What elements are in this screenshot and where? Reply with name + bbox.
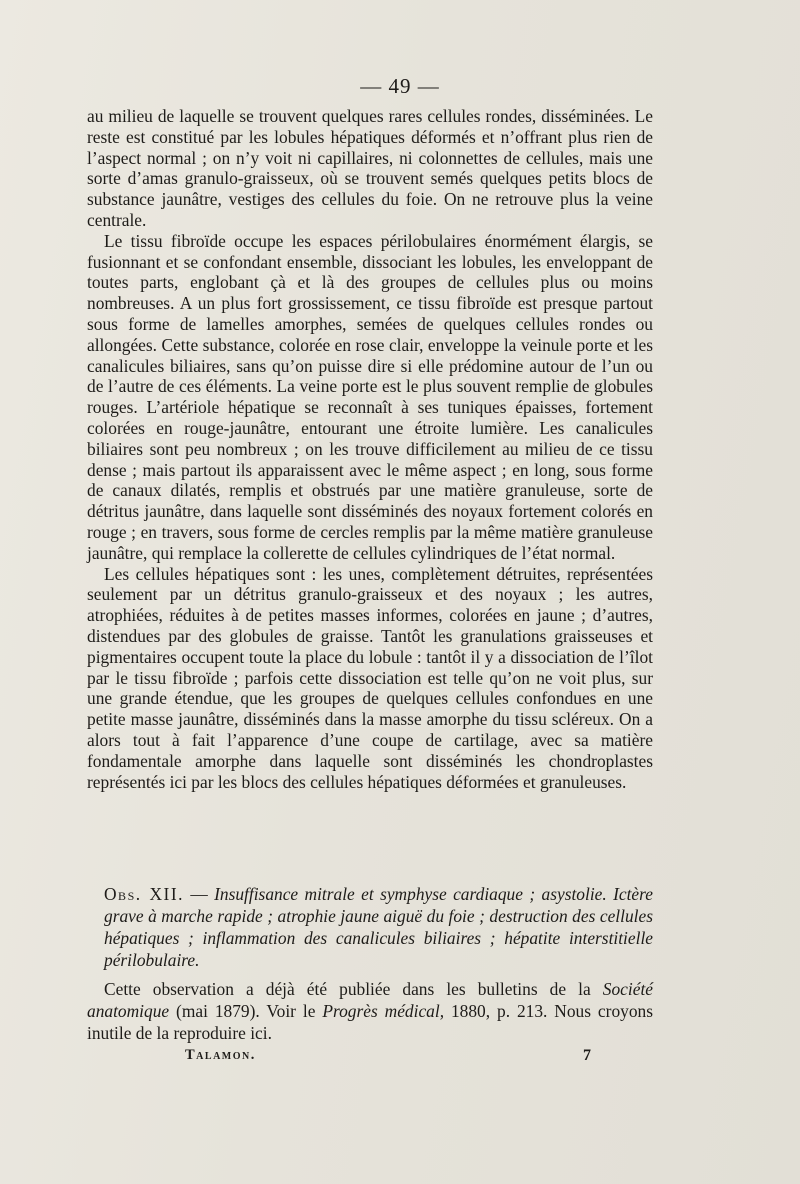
page-number: — 49 — bbox=[360, 74, 440, 98]
paragraph-1: au milieu de laquelle se trouvent quelques rares cellules rondes, disséminées. Le reste est constitué par les lobules hépatiques déformés et n’offrant plus rien de l’aspect normal ; on n’y voit ni capillaires, ni colonnettes de cellules, mais une sorte d’amas granulo-graisseux, où se trouvent semés quelques petits blocs de substance jaunâtre, vestiges des cellules du foie. On ne retrouve plus la veine centrale. bbox=[87, 106, 653, 230]
note-text-1: Cette observation a déjà été publiée dans les bulletins de la bbox=[104, 979, 603, 999]
observation-dash: — bbox=[183, 884, 215, 904]
note-journal-1: Société anatomique bbox=[87, 979, 653, 1021]
signature-mark: 7 bbox=[583, 1047, 591, 1064]
paragraph-3: Les cellules hépatiques sont : les unes, complètement détruites, représentées seulement par un détritus granulo-graisseux et des noyaux ; les autres, atrophiées, réduites à de petites masses informes, colorées en jaune ; d’autres, distendues par des globules de graisse. Tantôt les granulations graisseuses et pigmentaires occupent toute la place du lobule : tantôt il y a dissociation de l’îlot par le tissu fibroïde ; parfois cette dissociation est telle qu’on ne voit plus, sur une grande étendue, que les groupes de quelques cellules confondues en une petite masse jaunâtre, disséminés dans la masse amorphe du tissu scléreux. On a alors tout à fait l’apparence d’une coupe de cartilage, avec sa matière fondamentale amorphe dans laquelle sont disséminés les chondroplastes représentés ici par les blocs des cellules hépatiques déformées et granuleuses. bbox=[87, 563, 653, 792]
note-journal-2: Progrès médical, bbox=[322, 1001, 445, 1021]
publication-note bbox=[87, 978, 653, 1044]
observation-heading bbox=[87, 883, 653, 971]
observation-title: Insuffisance mitrale et symphyse cardiaque ; asystolie. Ictère grave à marche rapide ; atrophie jaune aiguë du foie ; destruction des cellules hépatiques ; inflammation des canalicules biliaires ; hépatite interstitielle périlobulaire. bbox=[104, 884, 653, 970]
observation-label: Obs. XII. bbox=[104, 884, 184, 904]
note-text-2: (mai 1879). Voir le bbox=[169, 1001, 323, 1021]
body-text bbox=[87, 106, 653, 792]
footer-author: Talamon. bbox=[185, 1047, 256, 1063]
paragraph-2: Le tissu fibroïde occupe les espaces périlobulaires énormément élargis, se fusionnant et se confondant ensemble, dissociant les lobules, les enveloppant de toutes parts, englobant çà et là des groupes de cellules plus ou moins nombreuses. A un plus fort grossissement, ce tissu fibroïde est presque partout sous forme de lamelles amorphes, semées de quelques cellules rondes ou allongées. Cette substance, colorée en rose clair, enveloppe la veinule porte et les canalicules biliaires, sans qu’on puisse dire si elle prédomine autour de l’un ou de l’autre de ces éléments. La veine porte est le plus souvent remplie de globules rouges. L’artériole hépatique se reconnaît à ses tuniques épaisses, fortement colorées en rouge-jaunâtre, entourant une étroite lumière. Les canalicules biliaires sont peu nombreux ; on les trouve difficilement au milieu de ce tissu dense ; mais partout ils apparaissent avec le même aspect ; en long, sous forme de canaux dilatés, remplis et obstrués par une matière granuleuse, sorte de détritus jaunâtre, dans laquelle sont disséminés des noyaux fortement colorés en rouge ; en travers, sous forme de cercles remplis par la même matière granuleuse jaunâtre, qui remplace la collerette de cellules cylindriques de l’état normal. bbox=[87, 230, 653, 563]
note-text-3: 1880, p. 213. Nous croyons inutile de la reproduire ici. bbox=[87, 1001, 653, 1043]
